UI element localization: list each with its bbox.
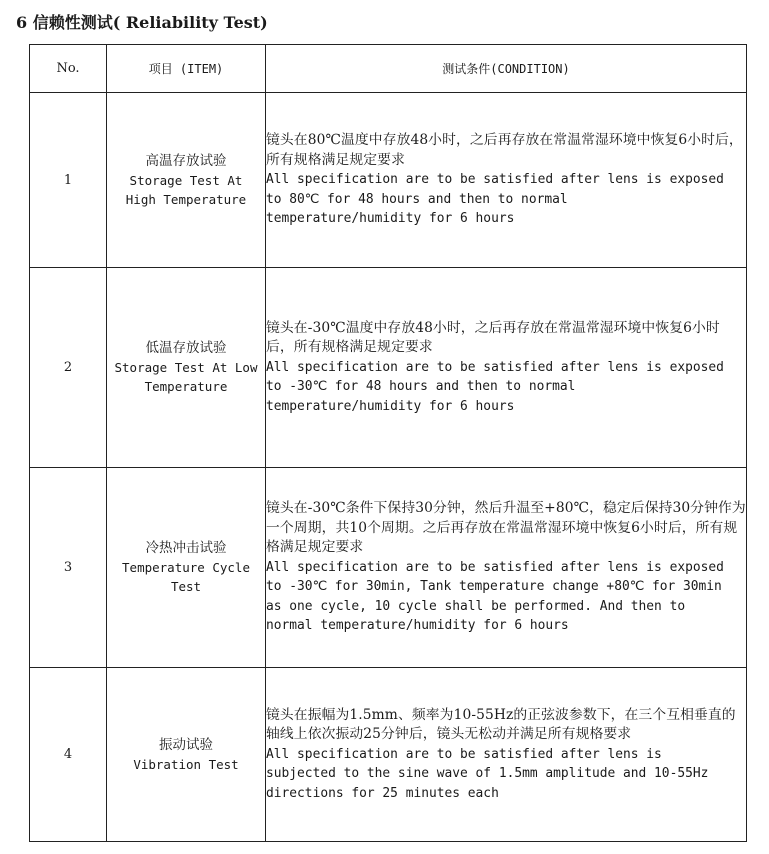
condition-zh: 镜头在-30℃条件下保持30分钟，然后升温至+80℃，稳定后保持30分钟作为一个周期，共10个周期。之后再存放在常温常湿环境中恢复6小时后，所有规格满足规定要求 bbox=[266, 500, 746, 556]
row-number: 2 bbox=[30, 268, 107, 468]
test-item-en: Storage Test At Low Temperature bbox=[114, 360, 258, 394]
test-condition bbox=[266, 668, 747, 842]
table-row bbox=[30, 268, 747, 468]
condition-zh: 镜头在振幅为1.5mm、频率为10-55Hz的正弦波参数下，在三个互相垂直的轴线上依次振动25分钟后，镜头无松动并满足所有规格要求 bbox=[266, 706, 736, 743]
test-item bbox=[107, 468, 266, 668]
header-item: 项目 (ITEM) bbox=[107, 45, 266, 93]
table-row bbox=[30, 93, 747, 268]
test-item-en: Storage Test At High Temperature bbox=[125, 172, 247, 207]
test-item bbox=[107, 268, 266, 468]
row-number: 1 bbox=[30, 93, 107, 268]
test-item-zh: 高温存放试验 bbox=[145, 152, 227, 169]
test-item-en: Vibration Test bbox=[133, 756, 239, 772]
table-row bbox=[30, 468, 747, 668]
test-condition bbox=[266, 468, 747, 668]
header-condition: 测试条件(CONDITION) bbox=[266, 45, 747, 93]
test-condition bbox=[266, 268, 747, 468]
condition-en: All specification are to be satisfied after lens is subjected to the sine wave of 1.5mm amplitude and 10-55Hz directions for 25 minutes each bbox=[266, 746, 709, 801]
table-header-row bbox=[30, 45, 747, 93]
reliability-test-table bbox=[29, 44, 747, 842]
condition-en: All specification are to be satisfied after lens is exposed to -30℃ for 30min, Tank temperature change +80℃ for 30min as one cycle, 10 cycle shall be performed. And then to normal temperature/humidity for 6 hours bbox=[266, 559, 724, 634]
test-item bbox=[107, 668, 266, 842]
condition-en: All specification are to be satisfied after lens is exposed to 80℃ for 48 hours and then to normal temperature/humidity for 6 hours bbox=[266, 172, 724, 227]
test-item-zh: 低温存放试验 bbox=[145, 340, 227, 356]
condition-zh: 镜头在-30℃温度中存放48小时，之后再存放在常温常湿环境中恢复6小时后，所有规格满足规定要求 bbox=[266, 319, 720, 356]
test-condition bbox=[266, 93, 747, 268]
test-item-zh: 冷热冲击试验 bbox=[145, 540, 227, 556]
header-no: No. bbox=[30, 45, 107, 93]
test-item-zh: 振动试验 bbox=[159, 736, 213, 753]
row-number: 4 bbox=[30, 668, 107, 842]
condition-en: All specification are to be satisfied after lens is exposed to -30℃ for 48 hours and then to normal temperature/humidity for 6 hours bbox=[266, 359, 724, 414]
section-title: 6 信赖性测试( Reliability Test) bbox=[16, 13, 268, 32]
test-item-en: Temperature Cycle Test bbox=[122, 560, 250, 594]
test-item bbox=[107, 93, 266, 268]
condition-zh: 镜头在80℃温度中存放48小时，之后再存放在常温常湿环境中恢复6小时后，所有规格满足规定要求 bbox=[266, 132, 743, 168]
table-row bbox=[30, 668, 747, 842]
row-number: 3 bbox=[30, 468, 107, 668]
